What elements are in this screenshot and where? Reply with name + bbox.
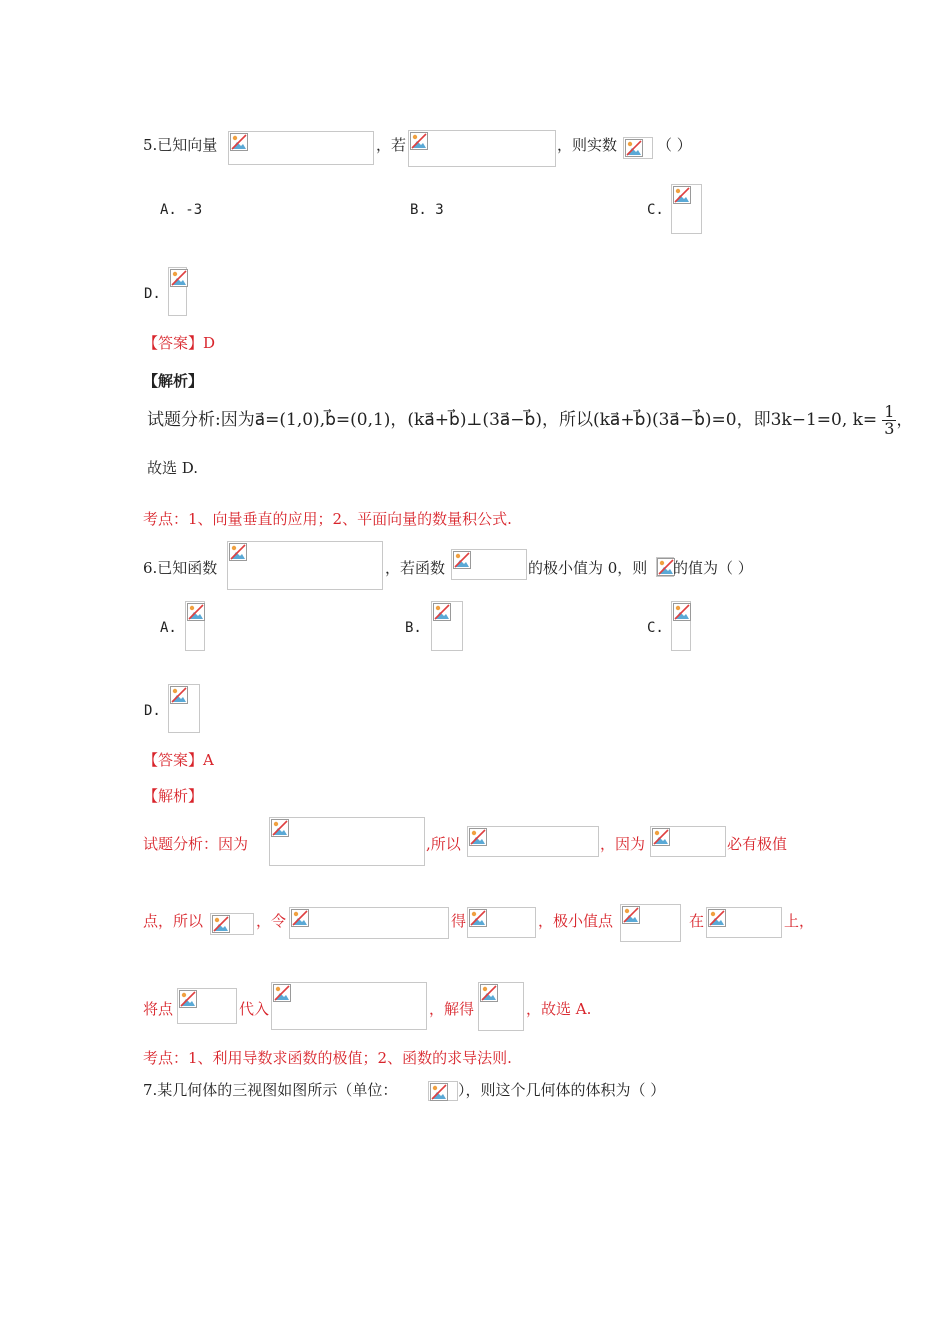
q6-l3-image-3 [478, 982, 524, 1031]
q5-option-a: A. -3 [160, 202, 203, 218]
q5-stem-part2: ，若 [376, 136, 407, 154]
q6-l3-text-d: ，故选 A. [526, 1000, 592, 1018]
q6-l1-text-b: ,所以 [426, 835, 461, 853]
q7-stem-part1: 7.某几何体的三视图如图所示（单位： [143, 1081, 398, 1099]
q5-vector-image [228, 131, 374, 165]
q6-l1-image-2 [467, 826, 599, 857]
broken-image-icon [673, 186, 691, 204]
q6-l1-text-a: 试题分析：因为 [143, 835, 249, 853]
broken-image-icon [273, 984, 291, 1002]
q5-analysis-heading: 【解析】 [143, 372, 204, 390]
broken-image-icon [430, 1083, 448, 1101]
q6-l2-text-a: 点，所以 [143, 912, 204, 930]
broken-image-icon [622, 906, 640, 924]
broken-image-icon [212, 915, 230, 933]
q6-l3-text-c: ，解得 [429, 1000, 475, 1018]
broken-image-icon [673, 603, 691, 621]
q6-option-c: C. [647, 620, 664, 636]
broken-image-icon [230, 133, 248, 151]
q6-g-image [451, 549, 527, 580]
q6-l1-text-d: 必有极值 [727, 835, 788, 853]
q5-stem-part1: 5.已知向量 [143, 136, 218, 154]
q5-analysis-formula [147, 404, 912, 437]
q6-l3-text-b: 代入 [239, 1000, 270, 1018]
q6-option-b-image [431, 601, 463, 651]
broken-image-icon [433, 603, 451, 621]
broken-image-icon [469, 828, 487, 846]
q6-l3-image-1 [177, 988, 237, 1024]
q7-stem-part2: ），则这个几何体的体积为（ ） [458, 1081, 666, 1099]
q6-l2-image-5 [706, 907, 782, 938]
q5-answer: 【答案】D [143, 334, 216, 352]
q5-condition-image [408, 130, 556, 167]
q6-option-c-image [671, 601, 691, 651]
broken-image-icon [625, 139, 643, 157]
q6-a-image [656, 557, 674, 577]
broken-image-icon [453, 551, 471, 569]
broken-image-icon [291, 909, 309, 927]
q6-option-d-image [168, 684, 200, 733]
broken-image-icon [187, 603, 205, 621]
q5-analysis-conclusion: 故选 D. [147, 459, 199, 477]
q6-stem-part3: 的极小值为 0，则 [528, 559, 648, 577]
q6-l2-image-2 [289, 907, 449, 939]
q6-stem-part1: 6.已知函数 [143, 559, 218, 577]
q6-l1-text-c: ，因为 [600, 835, 646, 853]
q6-l2-text-c: 得 [451, 912, 467, 930]
broken-image-icon [179, 990, 197, 1008]
q6-function-image [227, 541, 383, 590]
q6-l2-image-3 [467, 907, 536, 938]
q5-kaodian: 考点：1、向量垂直的应用；2、平面向量的数量积公式. [143, 510, 512, 528]
broken-image-icon [170, 686, 188, 704]
q6-option-d: D. [144, 703, 161, 719]
q5-option-d-image [168, 267, 187, 316]
q6-analysis-heading: 【解析】 [143, 787, 204, 805]
broken-image-icon [410, 132, 428, 150]
q6-l1-image-1 [269, 817, 425, 866]
broken-image-icon [271, 819, 289, 837]
broken-image-icon [229, 543, 247, 561]
q6-l2-text-d: ，极小值点 [538, 912, 614, 930]
broken-image-icon [469, 909, 487, 927]
q6-answer: 【答案】A [143, 751, 214, 769]
q5-analysis-comma: ， [896, 410, 913, 429]
q6-option-a: A. [160, 620, 177, 636]
q5-option-c: C. [647, 202, 664, 218]
q6-l2-image-1 [210, 913, 254, 935]
q6-l2-text-f: 上， [784, 912, 815, 930]
broken-image-icon [480, 984, 498, 1002]
q6-option-b: B. [405, 620, 422, 636]
q7-unit-image [428, 1081, 458, 1101]
q6-option-a-image [185, 601, 205, 651]
q6-kaodian: 考点：1、利用导数求函数的极值；2、函数的求导法则. [143, 1049, 512, 1067]
q5-fraction-numerator: 1 [884, 402, 895, 421]
q5-analysis-text: 试题分析:因为a⃗=(1,0),b⃗=(0,1)，(ka⃗+b⃗)⊥(3a⃗−b⃗)，所以(ka⃗+b⃗)(3a⃗−b⃗)=0，即3k−1=0, k= [147, 410, 878, 430]
q6-l2-text-e: 在 [689, 912, 705, 930]
q5-option-c-image [671, 184, 702, 234]
q6-l2-image-4 [620, 904, 681, 942]
q6-stem-part4: 的值为（ ） [673, 559, 753, 577]
broken-image-icon [170, 269, 188, 287]
q5-stem-part4: （ ） [657, 136, 692, 154]
broken-image-icon [708, 909, 726, 927]
q6-l3-image-2 [271, 982, 427, 1030]
q6-l1-image-3 [650, 826, 726, 857]
q5-option-d: D. [144, 286, 161, 302]
q5-stem-part3: ，则实数 [557, 136, 618, 154]
q5-option-b: B. 3 [410, 202, 444, 218]
q6-l2-text-b: ，令 [256, 912, 287, 930]
q6-l3-text-a: 将点 [143, 1000, 174, 1018]
q6-stem-part2: ，若函数 [385, 559, 446, 577]
q5-fraction-denominator: 3 [884, 419, 895, 438]
q5-fraction [882, 404, 896, 437]
q5-k-image [623, 137, 653, 159]
broken-image-icon [652, 828, 670, 846]
